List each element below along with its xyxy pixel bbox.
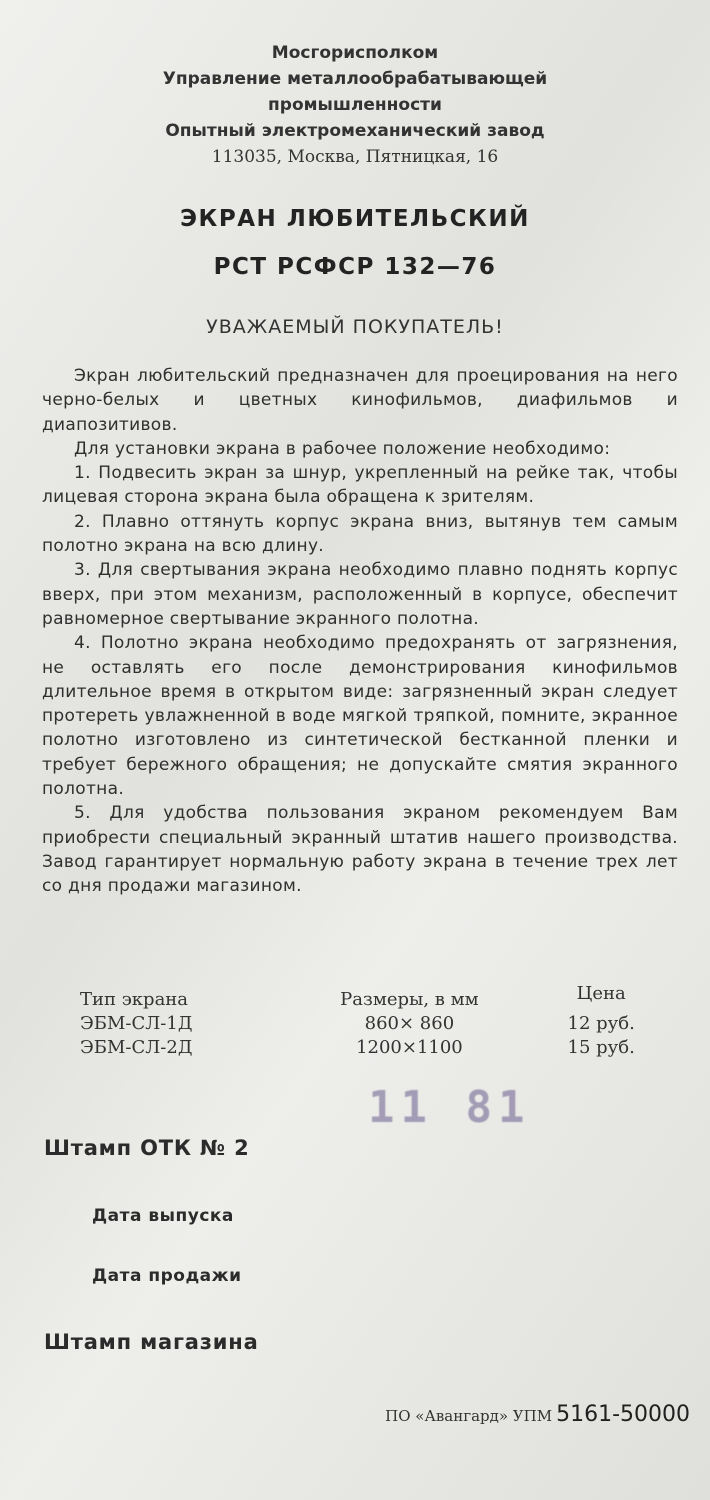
paragraph-setup: Для установки экрана в рабочее положение необходимо: — [74, 438, 611, 459]
sale-date-label: Дата продажи — [92, 1266, 242, 1286]
paragraph-step-4: 4. Полотно экрана необходимо предохранять от загрязнения, не оставлять его после демонстрирования кинофильмов длительное время в открытом виде: загрязненный экран следует протереть увлажненной в воде мягкой тряпкой, помните, экранное полотно изготовлено из синтетической бестканной пленки и требует бережного обращения; не допускайте смятия экранного полотна. — [42, 633, 678, 800]
instructions-body — [42, 364, 678, 899]
issuer-line-2: Управление металлообрабатывающей — [162, 69, 548, 89]
spec-table — [70, 983, 670, 1060]
shop-stamp-label: Штамп магазина — [44, 1330, 259, 1354]
spec-cell-size: 860× 860 — [364, 1013, 455, 1034]
issuer-line-1: Мосгорисполком — [271, 43, 439, 63]
release-date-label: Дата выпуска — [92, 1206, 234, 1226]
print-footer — [385, 1402, 690, 1427]
spec-row — [70, 1036, 670, 1060]
issuer-address: 113035, Москва, Пятницкая, 16 — [211, 147, 499, 167]
spec-header-price: Цена — [576, 983, 626, 1004]
paragraph-step-5: 5. Для удобства пользования экраном рекомендуем Вам приобрести специальный экранный штатив нашего производства. Завод гарантирует нормальную работу экрана в течение трех лет со дня продажи магазином. — [42, 803, 678, 897]
spec-header-row — [70, 983, 670, 1012]
spec-cell-price: 12 руб. — [567, 1013, 635, 1034]
spec-cell-price: 15 руб. — [567, 1037, 635, 1058]
issuer-line-4: Опытный электромеханический завод — [165, 121, 545, 141]
spec-cell-type: ЭБМ-СЛ-1Д — [80, 1013, 193, 1034]
printer-credit: ПО «Авангард» УПМ — [385, 1407, 553, 1425]
spec-row — [70, 1012, 670, 1036]
spec-header-size: Размеры, в мм — [340, 989, 479, 1010]
issuer-line-3: промышленности — [268, 95, 442, 115]
paragraph-step-3: 3. Для свертывания экрана необходимо плавно поднять корпус вверх, при этом механизм, расположенный в корпусе, обеспечит равномерное свертывание экранного полотна. — [42, 560, 678, 629]
product-title: ЭКРАН ЛЮБИТЕЛЬСКИЙ — [180, 206, 530, 232]
paragraph-step-1: 1. Подвесить экран за шнур, укрепленный на рейке так, чтобы лицевая сторона экрана была обращена к зрителям. — [42, 463, 678, 508]
issuer-header — [0, 40, 710, 170]
spec-cell-size: 1200×1100 — [356, 1037, 463, 1058]
spec-cell-type: ЭБМ-СЛ-2Д — [80, 1037, 193, 1058]
stamp-date-imprint: 11 81 — [368, 1082, 531, 1133]
paragraph-intro: Экран любительский предназначен для проецирования на него черно-белых и цветных кинофильмов, диафильмов и диапозитивов. — [42, 366, 678, 435]
greeting: УВАЖАЕМЫЙ ПОКУПАТЕЛЬ! — [206, 316, 504, 338]
spec-header-type: Тип экрана — [80, 989, 189, 1010]
paragraph-step-2: 2. Плавно оттянуть корпус экрана вниз, вытянув тем самым полотно экрана на всю длину. — [42, 511, 678, 557]
otk-stamp-label: Штамп ОТК № 2 — [44, 1136, 250, 1160]
product-standard: РСТ РСФСР 132—76 — [213, 254, 497, 280]
print-code: 5161-50000 — [556, 1402, 690, 1427]
